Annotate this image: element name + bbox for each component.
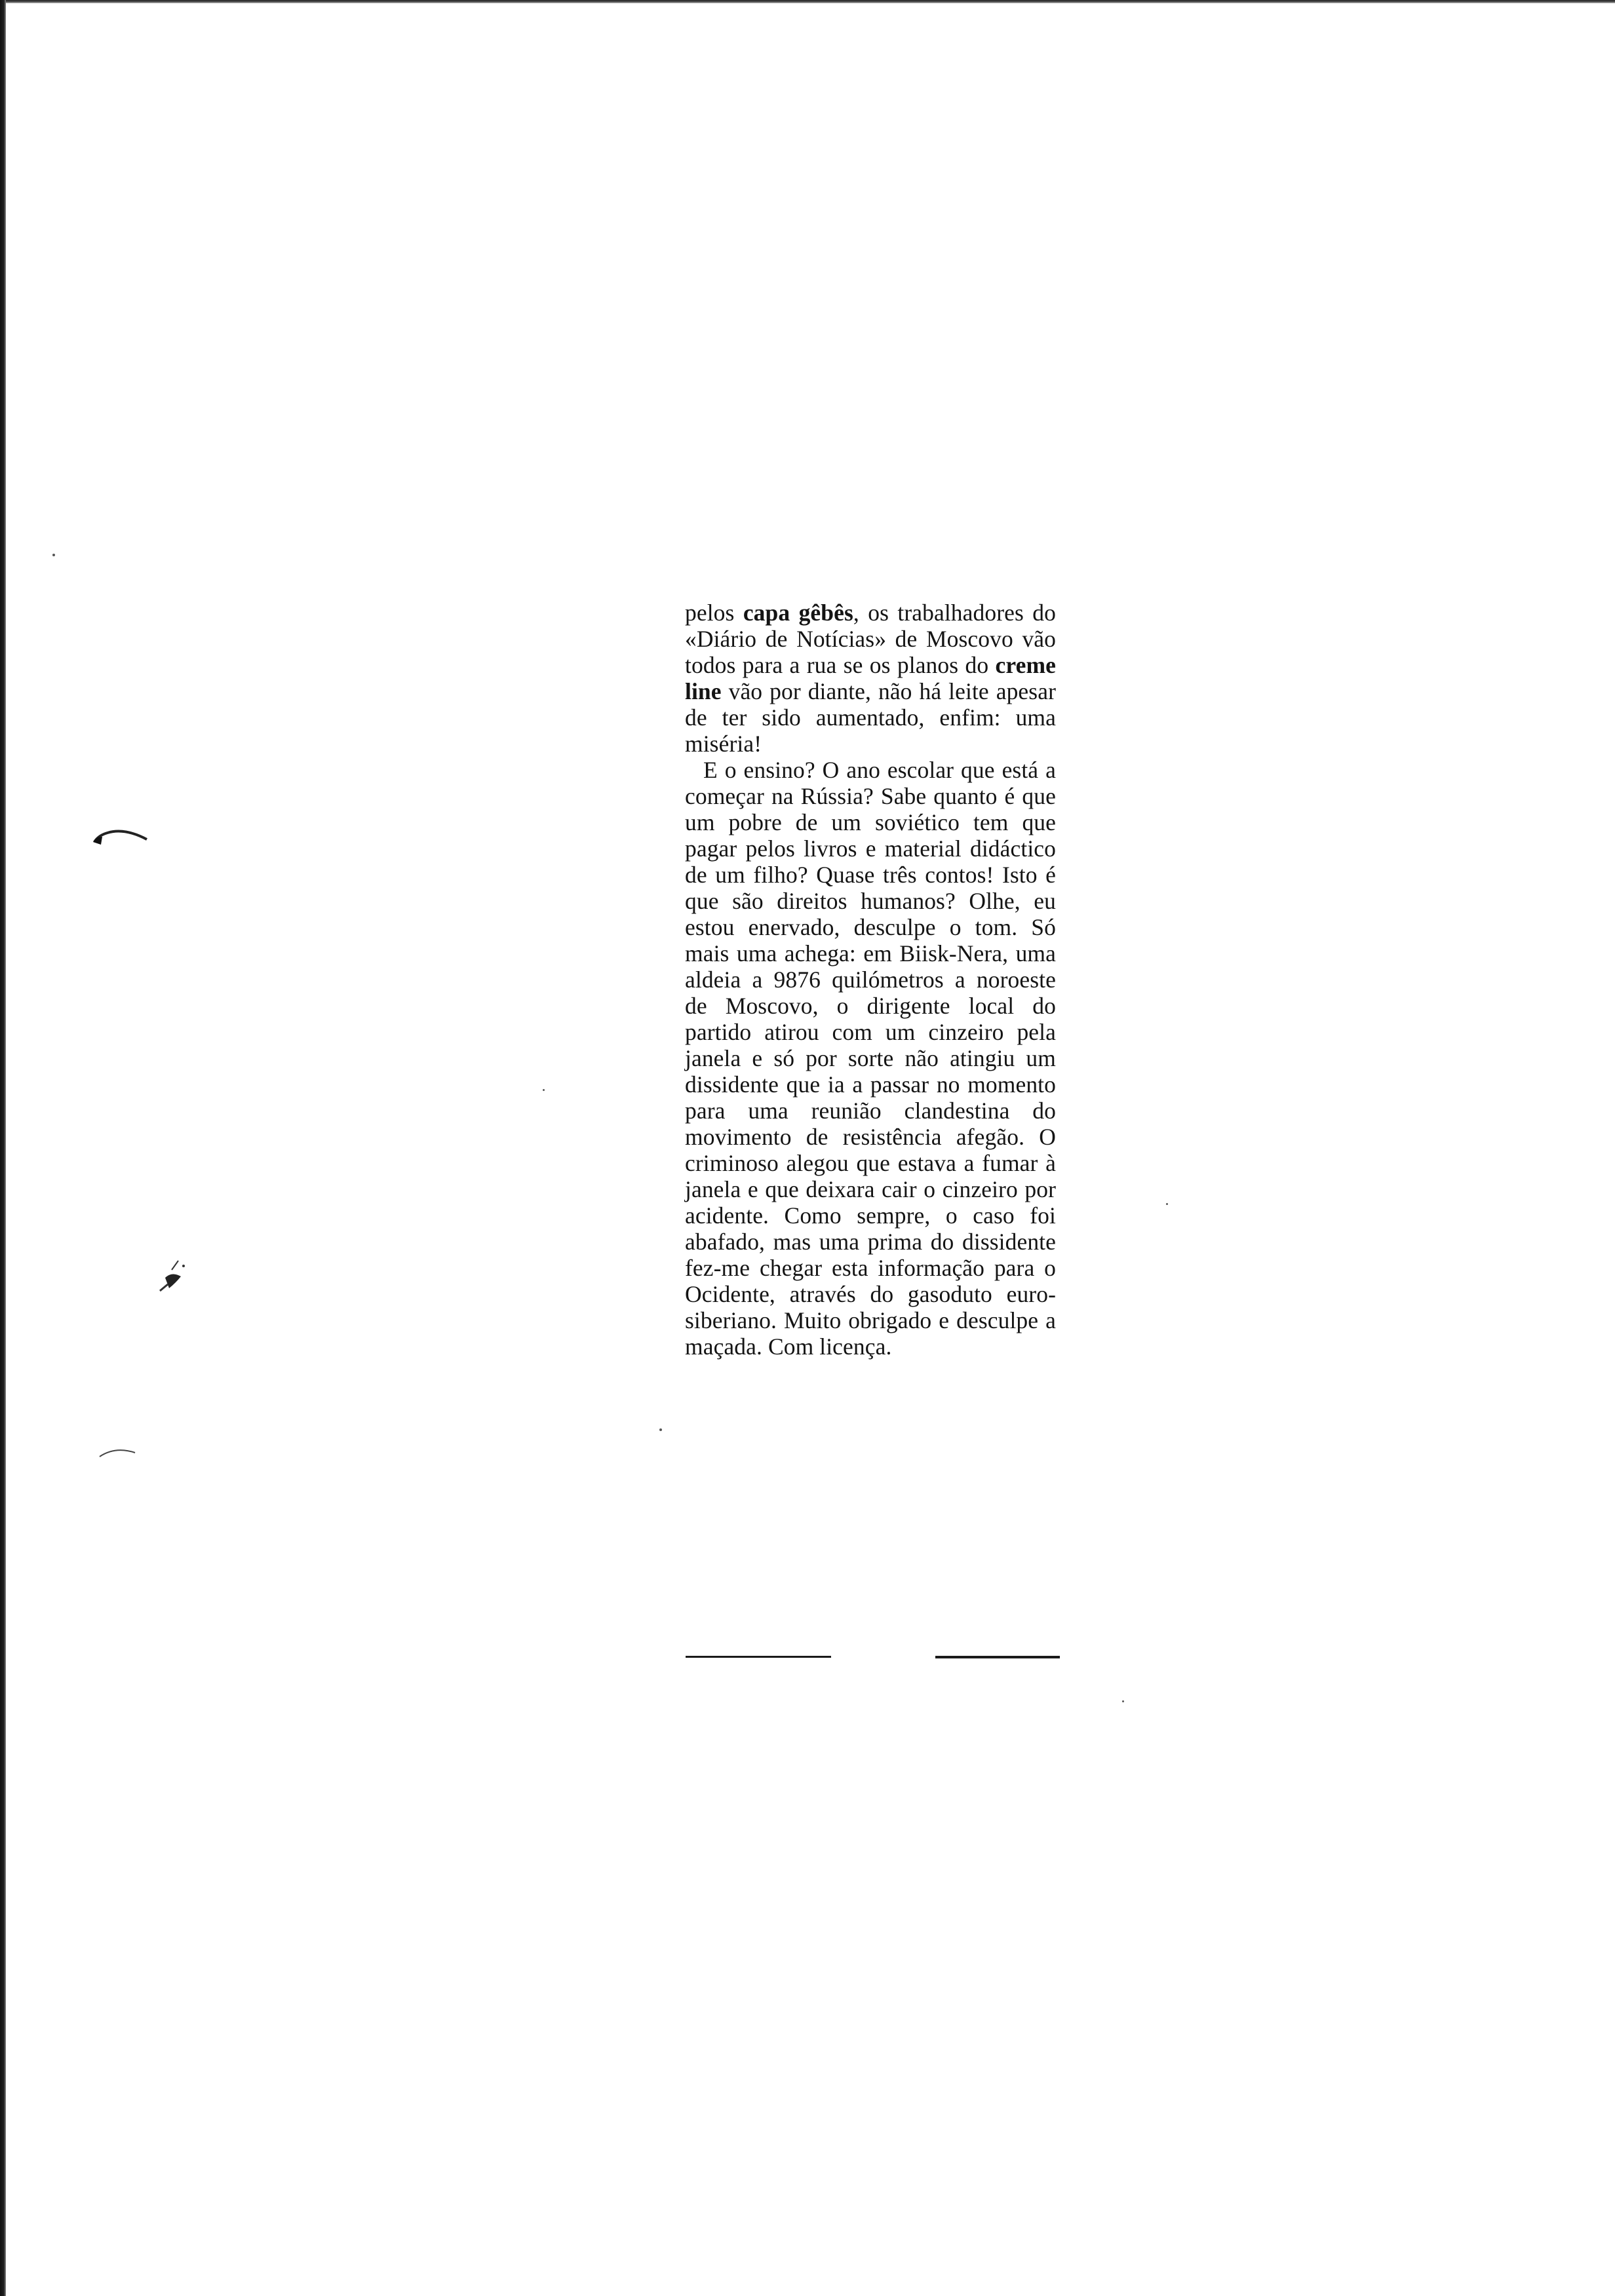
bold-term-creme-line: creme line <box>685 652 1056 704</box>
margin-mark-bottom <box>98 1445 138 1461</box>
scan-speck <box>52 554 55 556</box>
end-rule-right <box>935 1656 1060 1658</box>
text-run: , os trabalhadores do «Diário de Notícias» de Moscovo vão todos para a rua se os planos do <box>685 600 1056 678</box>
scan-speck <box>543 1089 545 1091</box>
margin-mark-top <box>92 822 151 849</box>
article-paragraph-2: E o ensino? O ano escolar que está a começar na Rússia? Sabe quanto é que um pobre de um soviético tem que pagar pelos livros e material didáctico de um filho? Quase três contos! Isto é que são direitos humanos? Olhe, eu estou enervado, desculpe o tom. Só mais uma achega: em Biisk-Nera, uma aldeia a 9876 quilómetros a noroeste de Moscovo, o dirigente local do partido atirou com um cinzeiro pela janela e só por sorte não atingiu um dissidente que ia a passar no momento para uma reunião clandestina do movimento de resistência afegão. O criminoso alegou que estava a fumar à janela e que deixara cair o cinzeiro por acidente. Como sempre, o caso foi abafado, mas uma prima do dissidente fez-me chegar esta informação para o Ocidente, através do gasoduto euro-siberiano. Muito obrigado e desculpe a maçada. Com licença. <box>685 757 1056 1360</box>
text-run: pelos <box>685 600 743 626</box>
end-rule-left <box>686 1656 831 1658</box>
scan-top-border <box>0 0 1615 3</box>
bold-term-capa-gebes: capa gêbês <box>743 600 853 626</box>
scan-speck <box>659 1428 662 1431</box>
text-run: vão por diante, não há leite apesar de ter sido aumentado, enfim: uma miséria! <box>685 678 1056 757</box>
scan-left-border <box>0 0 6 2296</box>
article-column <box>685 600 1056 1360</box>
scan-speck <box>1122 1700 1124 1702</box>
article-paragraph-1 <box>685 600 1056 757</box>
scan-speck <box>1166 1203 1168 1205</box>
margin-mark-middle <box>152 1252 198 1304</box>
